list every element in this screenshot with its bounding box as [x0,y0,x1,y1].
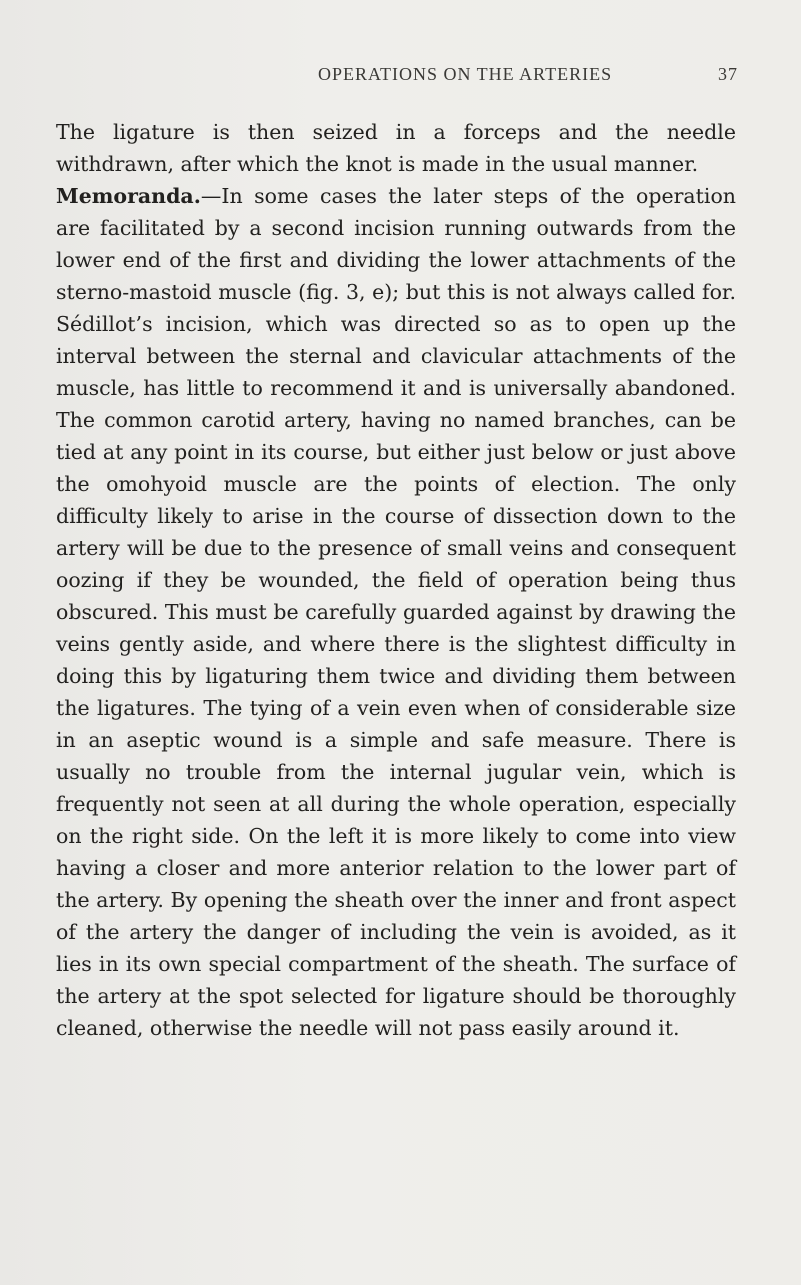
running-title: OPERATIONS ON THE ARTERIES [318,64,613,84]
paragraph-memoranda [56,180,736,1044]
memoranda-heading: Memoranda. [56,184,201,208]
running-head [300,64,738,86]
paragraph-text: The ligature is then seized in a forceps and the needle withdrawn, after which the knot is made in the usual manner. [56,120,736,176]
body-text [56,116,736,1044]
paragraph-text: —In some cases the later steps of the operation are facilitated by a second incision running outwards from the lower end of the first and dividing the lower attachments of the sterno-mastoid muscle (fig. 3, e); but this is not always called for. Sédillot’s incision, which was directed so as to open up the interval between the sternal and clavicular attachments of the muscle, has little to recommend it and is universally abandoned. The common carotid artery, having no named branches, can be tied at any point in its course, but either just below or just above the omohyoid muscle are the points of election. The only difficulty likely to arise in the course of dissection down to the artery will be due to the presence of small veins and consequent oozing if they be wounded, the field of operation being thus obscured. This must be carefully guarded against by drawing the veins gently aside, and where there is the slightest difficulty in doing this by ligaturing them twice and dividing them between the ligatures. The tying of a vein even when of considerable size in an aseptic wound is a simple and safe measure. There is usually no trouble from the internal jugular vein, which is frequently not seen at all during the whole operation, especially on the right side. On the left it is more likely to come into view having a closer and more anterior relation to the lower part of the artery. By opening the sheath over the inner and front aspect of the artery the danger of including the vein is avoided, as it lies in its own special compartment of the sheath. The surface of the artery at the spot selected for ligature should be thoroughly cleaned, otherwise the needle will not pass easily around it. [56,184,736,1040]
paragraph-ligature [56,116,736,180]
page-number: 37 [718,64,738,84]
